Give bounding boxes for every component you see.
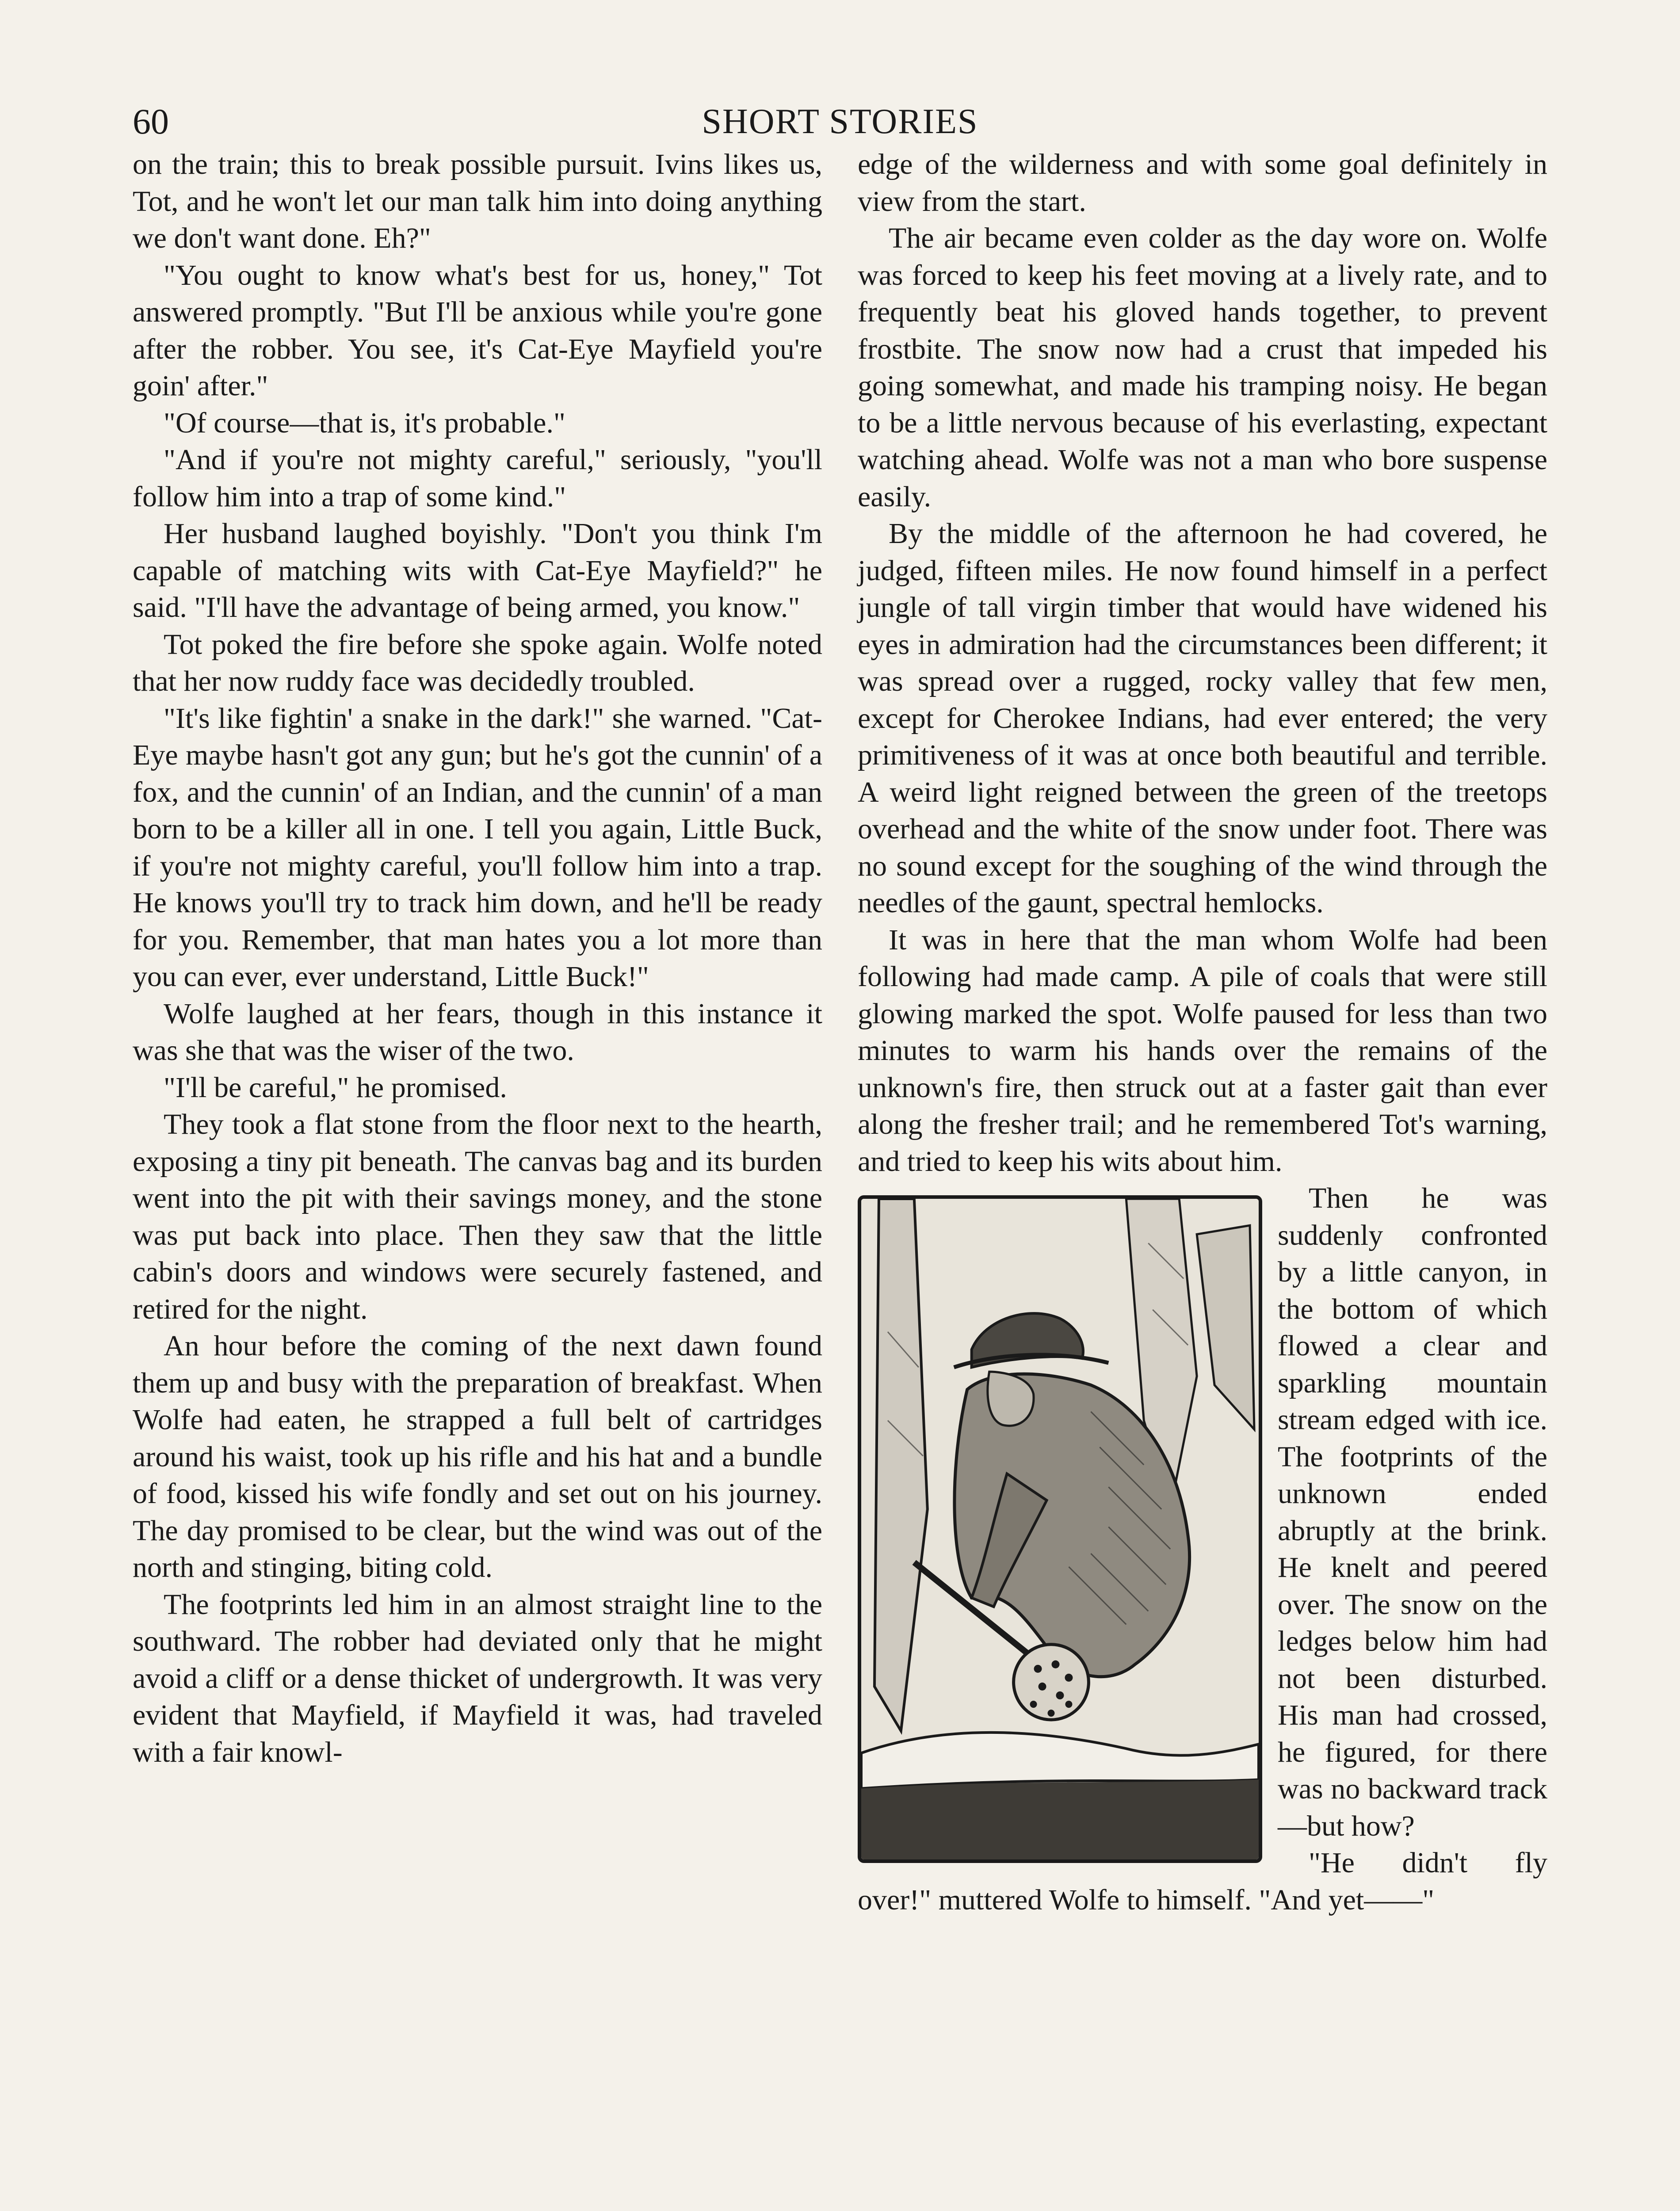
paragraph: It was in here that the man whom Wolfe had been following had made camp. A pile of coals that were still glowing marked the spot. Wolfe paused for less than two minutes to warm his hands over the remains of the unknown's fire, then struck out at a faster gait than ever along the fresher trail; and he remembered Tot's warning, and tried to keep his wits about him. bbox=[858, 923, 1547, 1178]
page-header bbox=[133, 99, 1547, 144]
paragraph: Her husband laughed boyishly. "Don't you think I'm capable of matching wits with Cat-Eye Mayfield?" he said. "I'll have the advantage of being armed, you know." bbox=[133, 517, 822, 624]
paragraph: The air became even colder as the day wore on. Wolfe was forced to keep his feet moving at a lively rate, and to frequently beat his gloved hands together, to prevent frostbite. The snow now had a crust that impeded his going somewhat, and made his tramping noisy. He began to be a little nervous because of his everlasting, expectant watching ahead. Wolfe was not a man who bore suspense easily. bbox=[858, 222, 1547, 513]
paragraph: "It's like fightin' a snake in the dark!" she warned. "Cat-Eye maybe hasn't got any gun; but he's got the cunnin' of a fox, and the cunnin' of an Indian, and the cunnin' of a man born to be a killer all in one. I tell you again, Little Buck, if you're not mighty careful, you'll follow him into a trap. He knows you'll try to track him down, and he'll be ready for you. Remember, that man hates you a lot more than you can ever, ever understand, Little Buck!" bbox=[133, 702, 822, 993]
paragraph: By the middle of the afternoon he had covered, he judged, fifteen miles. He now found himself in a perfect jungle of tall virgin timber that would have widened his eyes in admiration had the circumstances been different; it was spread over a rugged, rocky valley that few men, except for Cherokee Indians, had ever entered; the very primitiveness of it was at once both beautiful and terrible. A weird light reigned between the green of the treetops overhead and the white of the snow under foot. There was no sound except for the soughing of the wind through the needles of the gaunt, spectral hemlocks. bbox=[858, 517, 1547, 919]
paragraph: "He didn't fly over!" muttered Wolfe to himself. "And yet——" bbox=[858, 1847, 1547, 1916]
right-column bbox=[858, 146, 1547, 1918]
paragraph: on the train; this to break possible pursuit. Ivins likes us, Tot, and he won't let our man talk him into doing anything we don't want done. Eh?" bbox=[133, 148, 822, 254]
illustration-drawing bbox=[861, 1199, 1259, 1859]
paragraph: "Of course—that is, it's probable." bbox=[164, 406, 565, 439]
running-head: SHORT STORIES bbox=[702, 102, 978, 141]
page-number: 60 bbox=[133, 101, 169, 142]
story-illustration bbox=[858, 1195, 1262, 1863]
paragraph: "And if you're not mighty careful," seriously, "you'll follow him into a trap of some kind." bbox=[133, 444, 822, 513]
paragraph: edge of the wilderness and with some goal definitely in view from the start. bbox=[858, 148, 1547, 218]
paragraph: Tot poked the fire before she spoke again. Wolfe noted that her now ruddy face was decidedly troubled. bbox=[133, 628, 822, 697]
paragraph: The footprints led him in an almost straight line to the southward. The robber had deviated only that he might avoid a cliff or a dense thicket of undergrowth. It was very evident that Mayfield, if Mayfield it was, had traveled with a fair knowl- bbox=[133, 1588, 822, 1768]
paragraph: An hour before the coming of the next dawn found them up and busy with the preparation of breakfast. When Wolfe had eaten, he strapped a full belt of cartridges around his waist, took up his rifle and his hat and a bundle of food, kissed his wife fondly and set out on his journey. The day promised to be clear, but the wind was out of the north and stinging, biting cold. bbox=[133, 1330, 822, 1584]
paragraph: Then he was suddenly confronted by a little canyon, in the bottom of which flowed a clear and sparkling mountain stream edged with ice. The footprints of the unknown ended abruptly at the brink. He knelt and peered over. The snow on the ledges below him had not been disturbed. His man had crossed, he figured, for there was no backward track—but how? bbox=[1278, 1182, 1547, 1842]
left-column bbox=[133, 146, 822, 1771]
paragraph: They took a flat stone from the floor next to the hearth, exposing a tiny pit beneath. The canvas bag and its burden went into the pit with their savings money, and the stone was put back into place. Then they saw that the little cabin's doors and windows were securely fastened, and retired for the night. bbox=[133, 1108, 822, 1325]
paragraph: Wolfe laughed at her fears, though in this instance it was she that was the wiser of the two. bbox=[133, 997, 822, 1067]
paragraph: "You ought to know what's best for us, honey," Tot answered promptly. "But I'll be anxious while you're gone after the robber. You see, it's Cat-Eye Mayfield you're goin' after." bbox=[133, 259, 822, 402]
paragraph: "I'll be careful," he promised. bbox=[164, 1071, 507, 1104]
